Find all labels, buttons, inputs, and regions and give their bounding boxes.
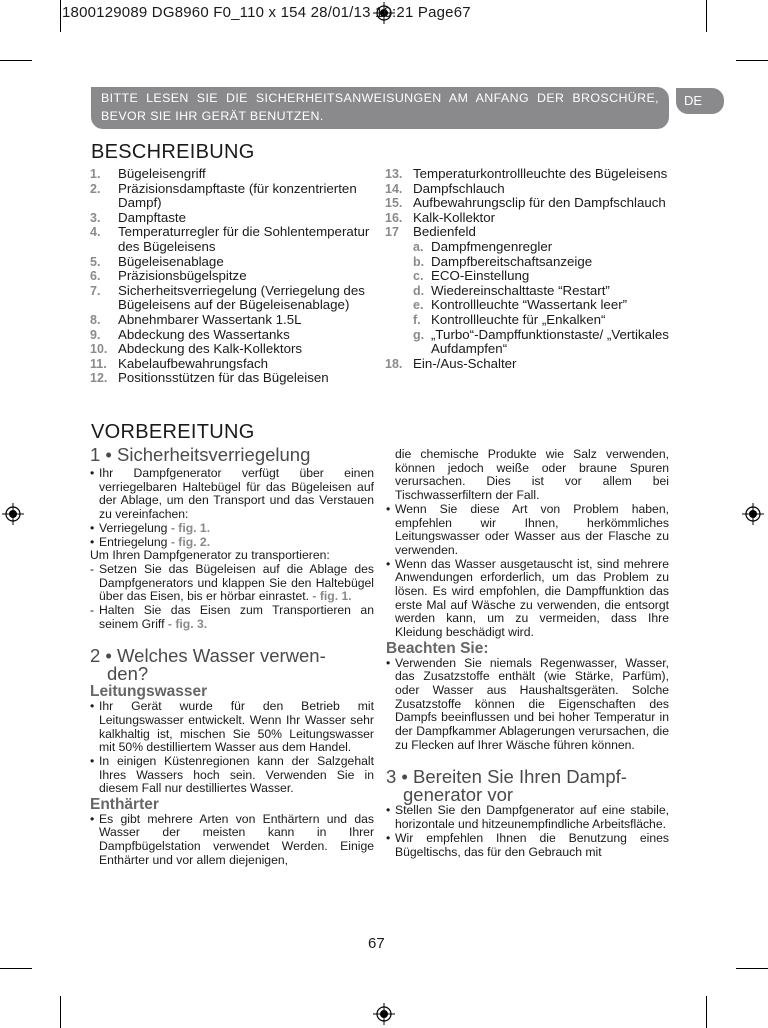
page-number: 67 xyxy=(368,935,385,952)
item-number: 14. xyxy=(385,181,403,196)
item-text: Präzisionsdampftaste (für konzentrierten Dampf) xyxy=(118,180,357,211)
bullet-item: • In einigen Küstenregionen kann der Salzgehalt Ihres Wassers hoch sein. Verwenden Sie in diesem Fall nur destilliertes Wasser. xyxy=(90,753,374,796)
item-text: Kontrollleuchte für „Enkalken“ xyxy=(431,311,606,327)
item-text: Abdeckung des Wassertanks xyxy=(118,326,290,342)
subsection-title: 1 • Sicherheitsverriegelung xyxy=(90,444,311,465)
sub-list-item xyxy=(385,313,675,328)
list-item xyxy=(90,211,375,226)
bullet-text: Ihr Dampfgenerator verfügt über einen verriegelbaren Haltebügel für das Bügeleisen auf der Ablage, um den Transport und das Verstauen zu vereinfachen: xyxy=(99,466,374,522)
crop-mark-top-right-h xyxy=(736,60,768,61)
item-text: Dampfbereitschaftsanzeige xyxy=(431,253,593,269)
item-text: Bedienfeld xyxy=(413,224,476,240)
item-text: Präzisionsbügelspitze xyxy=(118,268,247,284)
item-text: Dampfschlauch xyxy=(413,180,505,196)
figure-reference: - fig. 3. xyxy=(167,616,208,631)
list-item xyxy=(385,196,675,211)
sub-list-item xyxy=(385,328,675,357)
bullet-text: Wenn Sie diese Art von Problem haben, empfehlen wir Ihnen, herkömmliches Leitungswasser oder Wasser aus der Flasche zu verwenden. xyxy=(395,501,669,557)
body-column-left xyxy=(90,446,374,868)
list-item xyxy=(385,211,675,226)
description-list-right xyxy=(385,167,675,371)
item-number: 17 xyxy=(385,225,399,240)
item-number: 2. xyxy=(90,181,101,196)
figure-reference: - fig. 1. xyxy=(170,520,211,535)
crop-mark-bottom-left-h xyxy=(0,968,32,969)
item-number: 16. xyxy=(385,210,403,225)
item-text: Abnehmbarer Wassertank 1.5L xyxy=(118,311,302,327)
bullet-text: Ihr Gerät wurde für den Betrieb mit Leitungswasser entwickelt. Wenn Ihr Wasser sehr kalkhaltig ist, mischen Sie 50% Leitungswasser mit 50% destilliertem Wasser aus dem Handel. xyxy=(99,699,374,755)
subsection-title-line2: den? xyxy=(107,663,149,685)
list-item xyxy=(90,371,375,386)
item-text: Kontrollleuchte “Wassertank leer” xyxy=(431,297,628,313)
section-title-beschreibung: BESCHREIBUNG xyxy=(91,141,255,163)
safety-banner: BITTE LESEN SIE DIE SICHERHEITSANWEISUNGEN AM ANFANG DER BROSCHÜRE, BEVOR SIE IHR GERÄT BENUTZEN. xyxy=(91,87,669,129)
bullet-item: • Stellen Sie den Dampfgenerator auf eine stabile, horizontale und hitzeunempfindliche Arbeitsfläche. xyxy=(386,803,669,832)
list-item xyxy=(385,167,675,182)
figure-reference: - fig. 2. xyxy=(170,534,211,549)
subsection-title xyxy=(90,647,374,683)
subheading: Beachten Sie: xyxy=(386,639,489,657)
item-number: 12. xyxy=(90,371,108,386)
bullet-text: Es gibt mehrere Arten von Enthärtern und das Wasser der meisten kann in Ihrer Dampfbügelstation verwendet Werden. Einige Enthärter und vor allem diejenigen, xyxy=(99,811,374,867)
item-letter: g. xyxy=(413,327,425,342)
item-letter: c. xyxy=(413,269,424,284)
list-item xyxy=(90,284,375,313)
crop-mark-bottom-left-v xyxy=(60,996,61,1028)
item-letter: d. xyxy=(413,283,425,298)
item-number: 1. xyxy=(90,167,101,181)
list-item xyxy=(385,182,675,197)
list-item xyxy=(90,313,375,328)
item-text: Abdeckung des Kalk-Kollektors xyxy=(118,341,303,357)
bullet-item: • Ihr Gerät wurde für den Betrieb mit Leitungswasser entwickelt. Wenn Ihr Wasser sehr kalkhaltig ist, mischen Sie 50% Leitungswasser mit 50% destilliertem Wasser aus dem Handel. xyxy=(90,699,374,755)
item-number: 4. xyxy=(90,225,101,240)
print-header: 1800129089 DG8960 F0_110 x 154 28/01/13 10:21 Page67 xyxy=(62,4,471,21)
list-item xyxy=(90,357,375,372)
list-item xyxy=(90,328,375,343)
list-item xyxy=(90,255,375,270)
dash-text: Halten Sie das Eisen zum Transportieren an seinem Griff xyxy=(99,603,374,631)
dash-text: Setzen Sie das Bügeleisen auf die Ablage des Dampfgenerators und klappen Sie den Haltebügel über das Eisen, bis er hörbar einrastet. xyxy=(99,561,374,604)
bullet-text: Stellen Sie den Dampfgenerator auf eine stabile, horizontale und hitzeunempfindliche Arbeitsfläche. xyxy=(395,803,669,832)
list-item xyxy=(385,225,675,240)
bullet-text: Verwenden Sie niemals Regenwasser, Wasser, das Zusatzstoffe enthält (wie Stärke, Parfüm), oder Wasser aus Haushaltsgeräten. Solche Zusatzstoffe können die Eigenschaften des Dampfs beeinflussen und bei hoher Temperatur in der Dampfkammer Ablagerungen verursachen, die zu Flecken auf Ihrer Wäsche führen können. xyxy=(395,655,669,752)
item-text: „Turbo“-Dampffunktionstaste/ „Vertikales Aufdampfen“ xyxy=(431,326,669,357)
list-item xyxy=(90,342,375,357)
sub-list-item xyxy=(385,269,675,284)
list-item xyxy=(90,225,375,254)
item-text: Bügeleisengriff xyxy=(118,166,206,181)
list-item xyxy=(90,167,375,182)
item-text: ECO-Einstellung xyxy=(431,268,530,284)
item-text: Aufbewahrungsclip für den Dampfschlauch xyxy=(413,195,666,211)
item-text: Bügeleisenablage xyxy=(118,253,224,269)
bullet-item: • Wenn das Wasser ausgetauscht ist, sind mehrere Anwendungen erforderlich, um das Problem zu lösen. Es wird empfohlen, die Dampffunktion das erste Mal auf Wäsche zu verwenden, die entsorgt werden kann, um zu vermeiden, dass Ihre Kleidung beschädigt wird. xyxy=(386,556,669,640)
item-number: 18. xyxy=(385,356,403,371)
crop-mark-top-left-h xyxy=(0,60,32,61)
item-text: Dampfmengenregler xyxy=(431,238,553,254)
subsection-title-line2: generator vor xyxy=(403,784,514,806)
paragraph: die chemische Produkte wie Salz verwenden, können jedoch weiße oder braune Spuren verursachen. Dies ist vor allem bei Tischwasserfiltern der Fall. xyxy=(395,447,669,503)
bullet-item: • Entriegelung - fig. 2. xyxy=(90,534,211,549)
item-text: Temperaturkontrollleuchte des Bügeleisens xyxy=(413,166,668,181)
sub-list-item xyxy=(385,255,675,270)
item-number: 5. xyxy=(90,254,101,269)
item-number: 9. xyxy=(90,327,101,342)
item-text: Kalk-Kollektor xyxy=(413,209,496,225)
bullet-text: Entriegelung xyxy=(99,534,168,549)
item-letter: f. xyxy=(413,312,421,327)
item-letter: a. xyxy=(413,239,424,254)
subsection-title-line1: 2 • Welches Wasser verwen- xyxy=(90,645,326,667)
item-text: Kabelaufbewahrungsfach xyxy=(118,355,269,371)
item-letter: e. xyxy=(413,298,424,313)
paragraph: Um Ihren Dampfgenerator zu transportieren: xyxy=(90,548,330,563)
sub-list-item xyxy=(385,240,675,255)
dash-item: - Setzen Sie das Bügeleisen auf die Ablage des Dampfgenerators und klappen Sie den Haltebügel über das Eisen, bis er hörbar einrastet. - fig. 1. xyxy=(90,561,374,604)
subsection-title-line1: 3 • Bereiten Sie Ihren Dampf- xyxy=(386,766,627,788)
sub-list-item xyxy=(385,298,675,313)
list-item xyxy=(385,357,675,372)
registration-mark-icon xyxy=(742,503,764,525)
item-text: Dampftaste xyxy=(118,209,186,225)
crop-mark-bottom-right-v xyxy=(706,996,707,1028)
bullet-text: Wenn das Wasser ausgetauscht ist, sind mehrere Anwendungen erforderlich, um das Problem zu lösen. Es wird empfohlen, die Dampffunktion das erste Mal auf Wäsche zu verwenden, die entsorgt werden kann, um zu vermeiden, dass Ihre Kleidung beschädigt wird. xyxy=(395,556,669,640)
item-text: Positionsstützen für das Bügeleisen xyxy=(118,370,329,386)
bullet-item: • Verriegelung - fig. 1. xyxy=(90,520,211,535)
subsection-title xyxy=(386,768,669,804)
bullet-item: • Es gibt mehrere Arten von Enthärtern und das Wasser der meisten kann in Ihrer Dampfbügelstation verwendet Werden. Einige Enthärter und vor allem diejenigen, xyxy=(90,811,374,867)
description-list-left xyxy=(90,167,375,386)
item-text: Wiedereinschalttaste “Restart” xyxy=(431,282,610,298)
bullet-item: • Ihr Dampfgenerator verfügt über einen verriegelbaren Haltebügel für das Bügeleisen auf der Ablage, um den Transport und das Verstauen zu vereinfachen: xyxy=(90,466,374,522)
section-title-vorbereitung: VORBEREITUNG xyxy=(91,421,255,443)
item-letter: b. xyxy=(413,254,425,269)
body-column-right xyxy=(386,448,669,859)
sub-list-item xyxy=(385,284,675,299)
item-number: 6. xyxy=(90,269,101,284)
bullet-text: Verriegelung xyxy=(99,520,168,535)
crop-mark-top-left-v xyxy=(60,0,61,32)
registration-mark-icon xyxy=(373,1003,395,1025)
subheading: Leitungswasser xyxy=(90,683,208,701)
item-text: Sicherheitsverriegelung (Verriegelung des Bügeleisens auf der Bügeleisenablage) xyxy=(118,282,365,313)
bullet-text: In einigen Küstenregionen kann der Salzgehalt Ihres Wassers hoch sein. Verwenden Sie in diesem Fall nur destilliertes Wasser. xyxy=(99,753,374,796)
bullet-text: Wir empfehlen Ihnen die Benutzung eines Bügeltischs, das für den Gebrauch mit xyxy=(395,830,669,859)
item-number: 3. xyxy=(90,210,101,225)
item-number: 15. xyxy=(385,196,403,211)
dash-item: - Halten Sie das Eisen zum Transportieren an seinem Griff - fig. 3. xyxy=(90,603,374,631)
language-badge: DE xyxy=(676,88,724,114)
item-text: Temperaturregler für die Sohlentemperatur des Bügeleisens xyxy=(118,224,370,254)
item-number: 7. xyxy=(90,283,101,298)
crop-mark-top-right-v xyxy=(706,0,707,32)
bullet-item: • Wenn Sie diese Art von Problem haben, empfehlen wir Ihnen, herkömmliches Leitungswasser oder Wasser aus der Flasche zu verwenden. xyxy=(386,501,669,557)
item-number: 13. xyxy=(385,167,403,181)
registration-mark-icon xyxy=(2,503,24,525)
subheading: Enthärter xyxy=(90,796,159,814)
list-item xyxy=(90,182,375,211)
item-number: 11. xyxy=(90,356,107,371)
bullet-item: • Verwenden Sie niemals Regenwasser, Wasser, das Zusatzstoffe enthält (wie Stärke, Parfüm), oder Wasser aus Haushaltsgeräten. Solche Zusatzstoffe können die Eigenschaften des Dampfs beeinflussen und bei hoher Temperatur in der Dampfkammer Ablagerungen verursachen, die zu Flecken auf Ihrer Wäsche führen können. xyxy=(386,655,669,752)
figure-reference: - fig. 1. xyxy=(312,589,352,604)
crop-mark-bottom-right-h xyxy=(736,968,768,969)
bullet-item: • Wir empfehlen Ihnen die Benutzung eines Bügeltischs, das für den Gebrauch mit xyxy=(386,830,669,859)
item-text: Ein-/Aus-Schalter xyxy=(413,355,517,371)
item-number: 10. xyxy=(90,342,108,357)
list-item xyxy=(90,269,375,284)
item-number: 8. xyxy=(90,312,101,327)
